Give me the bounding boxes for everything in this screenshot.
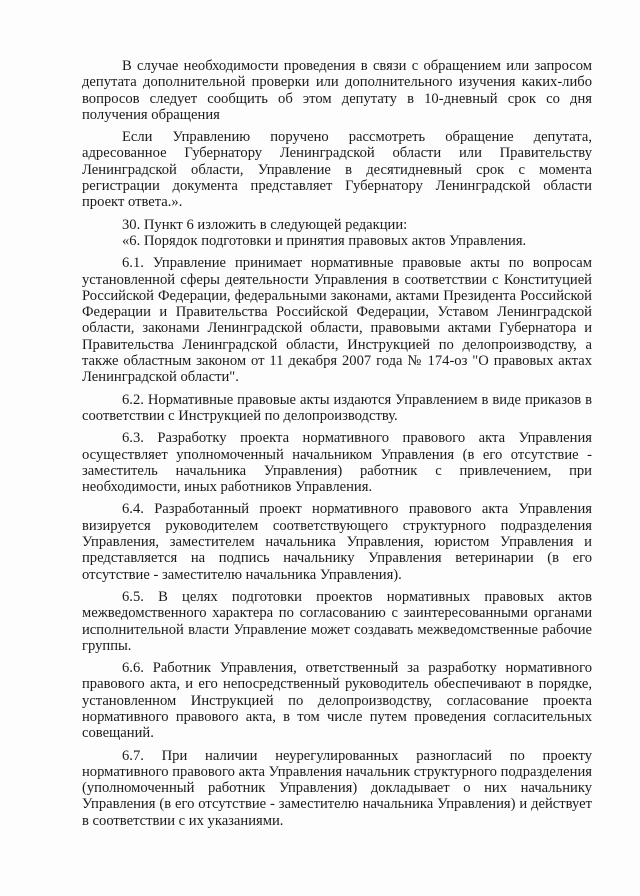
paragraph-6-3: 6.3. Разработку проекта нормативного правового акта Управления осуществляет уполномоченный начальником Управления (в его отсутствие - заместитель начальника Управления) работник с привлечением, при необходимости, иных работников Управления.	[82, 430, 592, 496]
paragraph-6-7: 6.7. При наличии неурегулированных разногласий по проекту нормативного правового акта Управления начальник структурного подразделения (уполномоченный работник Управления) докладывает о них начальнику Управления (в его отсутствие - заместителю начальника Управления) и действует в соответствии с их указаниями.	[82, 747, 592, 829]
paragraph-6-5: 6.5. В целях подготовки проектов нормативных правовых актов межведомственного характера по согласованию с заинтересованными органами исполнительной власти Управление может создавать межведомственные рабочие группы.	[82, 588, 592, 654]
paragraph-6-6: 6.6. Работник Управления, ответственный за разработку нормативного правового акта, и его непосредственный руководитель обеспечивают в порядке, установленном Инструкцией по делопроизводству, согласование проекта нормативного правового акта, в том числе путем проведения согласительных совещаний.	[82, 660, 592, 742]
paragraph-6-2: 6.2. Нормативные правовые акты издаются Управлением в виде приказов в соответствии с Инструкцией по делопроизводству.	[82, 391, 592, 424]
paragraph-6-4: 6.4. Разработанный проект нормативного правового акта Управления визируется руководителем соответствующего структурного подразделения Управления, заместителем начальника Управления, юристом Управления и представляется на подпись начальнику Управления ветеринарии (в его отсутствие - заместителю начальника Управления).	[82, 501, 592, 583]
document-body	[82, 58, 592, 829]
paragraph-6-1: 6.1. Управление принимает нормативные правовые акты по вопросам установленной сферы деятельности Управления в соответствии с Конституцией Российской Федерации, федеральными законами, актами Президента Российской Федерации и Правительства Российской Федерации, Уставом Ленинградской области, законами Ленинградской области, правовыми актами Губернатора и Правительства Ленинградской области, Инструкцией по делопроизводству, а также областным законом от 11 декабря 2007 года № 174-оз "О правовых актах Ленинградской области".	[82, 255, 592, 386]
paragraph-section-6-title: «6. Порядок подготовки и принятия правовых актов Управления.	[122, 232, 527, 249]
paragraph-governor-appeal: Если Управлению поручено рассмотреть обращение депутата, адресованное Губернатору Ленинградской области или Правительству Ленинградской области, Управление в десятидневный срок с момента регистрации документа представляет Губернатору Ленинградской области проект ответа.».	[82, 129, 592, 211]
paragraph-item-30: 30. Пункт 6 изложить в следующей редакции:	[122, 216, 408, 233]
paragraph-deputy-request: В случае необходимости проведения в связи с обращением или запросом депутата дополнительной проверки или дополнительного изучения каких-либо вопросов следует сообщить об этом депутату в 10-дневный срок со дня получения обращения	[82, 58, 592, 123]
